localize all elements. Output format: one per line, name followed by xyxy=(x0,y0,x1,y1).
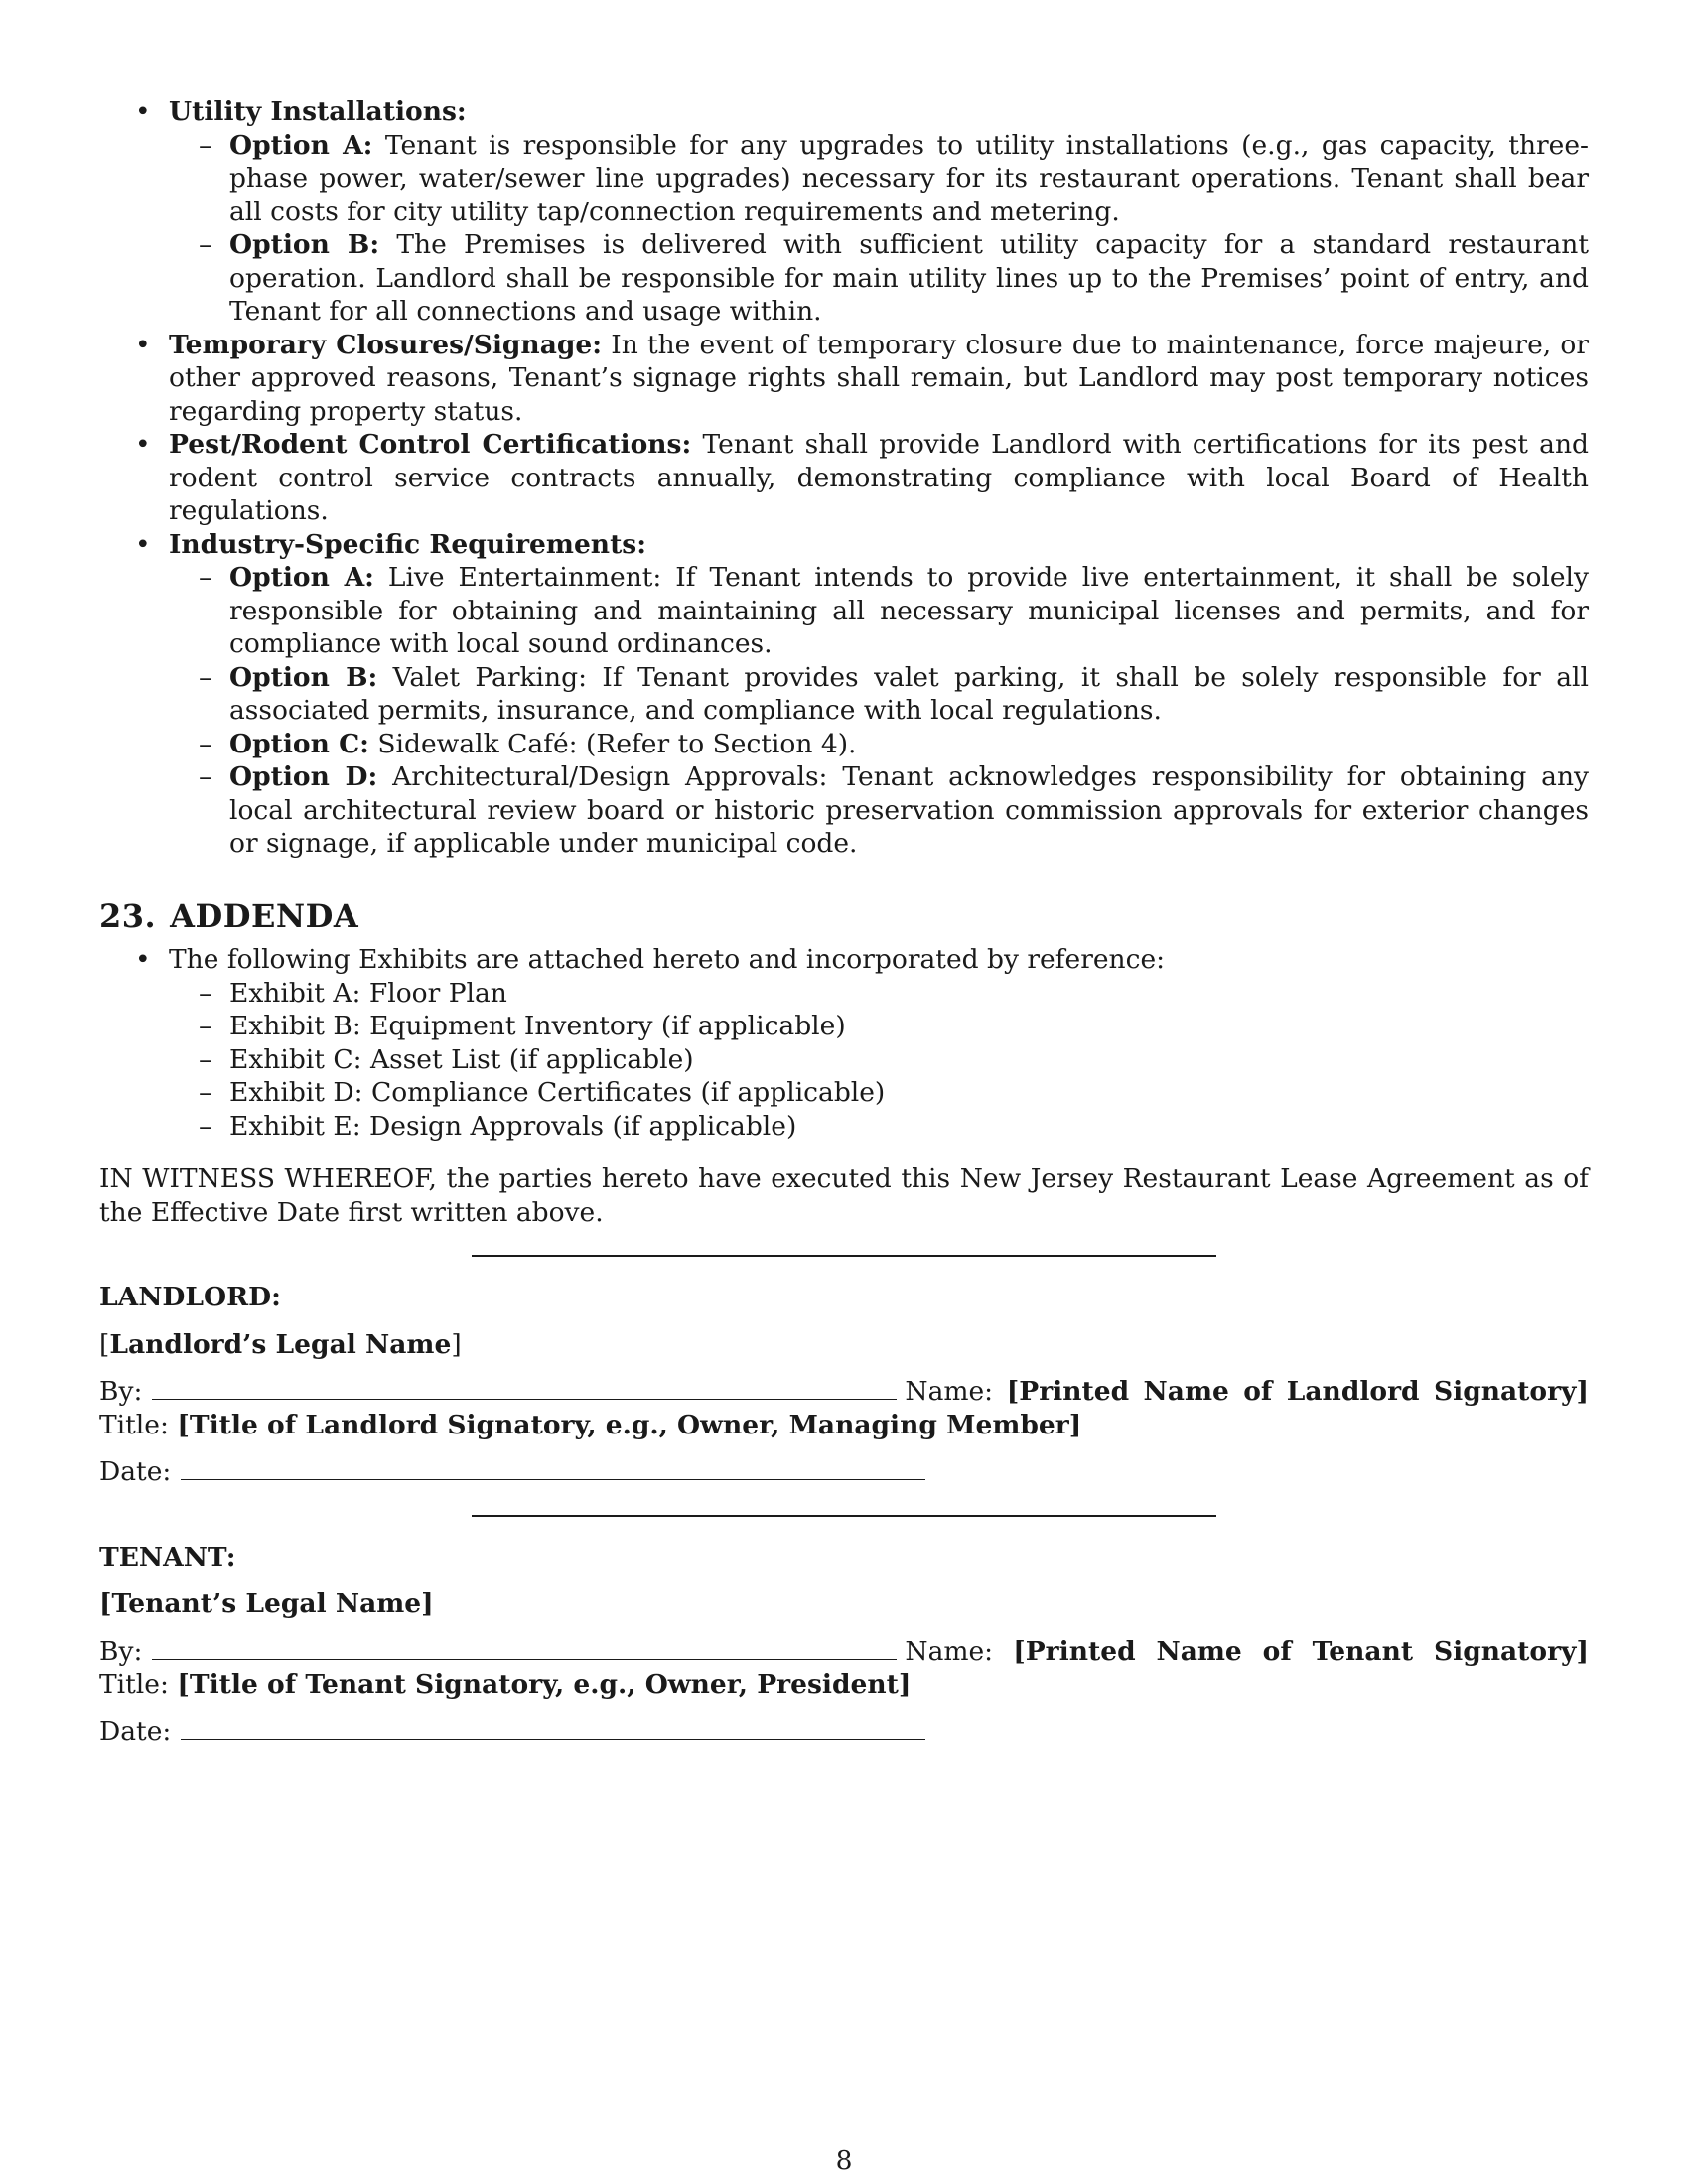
separator-rule xyxy=(472,1255,1216,1257)
addenda-intro-item xyxy=(99,943,1589,1143)
option-item xyxy=(169,129,1589,229)
tenant-label: TENANT: xyxy=(99,1541,236,1572)
landlord-date-field[interactable] xyxy=(181,1455,925,1480)
landlord-legal-name: [Landlord’s Legal Name] xyxy=(99,1328,462,1360)
separator-rule xyxy=(472,1515,1216,1517)
exhibit-item: – Exhibit D: Compliance Certificates (if applicable) xyxy=(169,1076,1589,1110)
witness-clause: IN WITNESS WHEREOF, the parties hereto have executed this New Jersey Restaurant Lease Agreement as of the Effective Date first written above. xyxy=(99,1163,1589,1228)
tenant-printed-name: [Printed Name of Tenant Signatory] xyxy=(1013,1635,1589,1667)
provisions-list xyxy=(99,95,1589,861)
list-item-industry-requirements xyxy=(99,528,1589,861)
exhibit-item: – Exhibit C: Asset List (if applicable) xyxy=(169,1043,1589,1077)
option-item xyxy=(169,561,1589,661)
title-label: Title: xyxy=(99,1669,169,1700)
list-item-pest-control xyxy=(99,428,1589,528)
exhibits-list xyxy=(169,977,1589,1144)
option-text: Valet Parking: If Tenant provides valet parking, it shall be solely responsible for all associated permits, insurance, and compliance with local regulations. xyxy=(229,661,1589,726)
option-text: Architectural/Design Approvals: Tenant acknowledges responsibility for obtaining any local architectural review board or historic preservation commission approvals for exterior changes or signage, if applicable under municipal code. xyxy=(229,761,1589,859)
option-item xyxy=(169,760,1589,861)
options-list xyxy=(169,561,1589,861)
option-item xyxy=(169,228,1589,329)
list-item-temporary-closures xyxy=(99,329,1589,429)
option-label: Option A: xyxy=(229,129,373,161)
tenant-signature-field[interactable] xyxy=(152,1635,897,1660)
option-text: Tenant is responsible for any upgrades to utility installations (e.g., gas capacity, three-phase power, water/sewer line upgrades) necessary for its restaurant operations. Tenant shall bear all costs for city utility tap/connection requirements and metering. xyxy=(229,129,1589,227)
item-text: Tenant shall provide Landlord with certifications for its pest and rodent control service contracts annually, demonstrating compliance with local Board of Health regulations. xyxy=(169,429,1589,526)
option-label: Option D: xyxy=(229,761,378,792)
exhibit-item: – Exhibit E: Design Approvals (if applicable) xyxy=(169,1110,1589,1144)
option-label: Option B: xyxy=(229,661,378,693)
option-text: The Premises is delivered with sufficient utility capacity for a standard restaurant operation. Landlord shall be responsible for main utility lines up to the Premises’ point of entry, and Tenant for all connections and usage within. xyxy=(229,229,1589,327)
name-label: Name: xyxy=(905,1635,994,1667)
landlord-date-line xyxy=(99,1455,1589,1489)
title-label: Title: xyxy=(99,1409,169,1440)
option-text: Live Entertainment: If Tenant intends to provide live entertainment, it shall be solely responsible for obtaining and maintaining all necessary municipal licenses and permits, and for compliance with local sound ordinances. xyxy=(229,562,1589,659)
landlord-title-value: [Title of Landlord Signatory, e.g., Owner, Managing Member] xyxy=(177,1409,1082,1440)
item-text: In the event of temporary closure due to maintenance, force majeure, or other approved reasons, Tenant’s signage rights shall remain, but Landlord may post temporary notices regarding property status. xyxy=(169,329,1589,427)
tenant-title-value: [Title of Tenant Signatory, e.g., Owner, President] xyxy=(177,1669,912,1700)
tenant-date-field[interactable] xyxy=(181,1715,925,1740)
landlord-signature-block xyxy=(99,1281,1589,1489)
tenant-date-line xyxy=(99,1715,1589,1749)
options-list xyxy=(169,129,1589,329)
addenda-list xyxy=(99,943,1589,1143)
date-label: Date: xyxy=(99,1715,172,1747)
page-number: 8 xyxy=(835,2145,853,2176)
option-text: Sidewalk Café: (Refer to Section 4). xyxy=(368,728,857,759)
by-label: By: xyxy=(99,1376,143,1407)
landlord-label: LANDLORD: xyxy=(99,1282,281,1312)
item-title: Utility Installations: xyxy=(169,96,467,127)
date-label: Date: xyxy=(99,1456,172,1487)
exhibit-item: – Exhibit B: Equipment Inventory (if applicable) xyxy=(169,1010,1589,1043)
list-item-utility-installations xyxy=(99,95,1589,329)
section-heading-addenda xyxy=(99,896,1589,935)
tenant-sign-line xyxy=(99,1635,1589,1702)
by-label: By: xyxy=(99,1635,143,1667)
tenant-signature-block xyxy=(99,1541,1589,1749)
landlord-legal-name-text: Landlord’s Legal Name xyxy=(109,1328,452,1360)
document-page xyxy=(99,95,1589,1748)
landlord-printed-name: [Printed Name of Landlord Signatory] xyxy=(1006,1376,1589,1407)
landlord-signature-field[interactable] xyxy=(152,1375,897,1400)
option-label: Option A: xyxy=(229,562,374,593)
option-label: Option B: xyxy=(229,229,380,260)
option-label: Option C: xyxy=(229,728,369,759)
item-title: Temporary Closures/Signage: xyxy=(169,329,603,360)
item-title: Pest/Rodent Control Certifications: xyxy=(169,429,692,460)
section-number: 23. xyxy=(99,896,157,935)
option-item xyxy=(169,661,1589,728)
section-title: ADDENDA xyxy=(170,896,359,935)
name-label: Name: xyxy=(905,1376,994,1407)
addenda-intro: The following Exhibits are attached hereto and incorporated by reference: xyxy=(169,944,1166,975)
tenant-legal-name: [Tenant’s Legal Name] xyxy=(99,1588,434,1619)
landlord-sign-line xyxy=(99,1375,1589,1441)
option-item xyxy=(169,728,1589,761)
exhibit-item: – Exhibit A: Floor Plan xyxy=(169,977,1589,1011)
item-title: Industry-Specific Requirements: xyxy=(169,528,647,560)
